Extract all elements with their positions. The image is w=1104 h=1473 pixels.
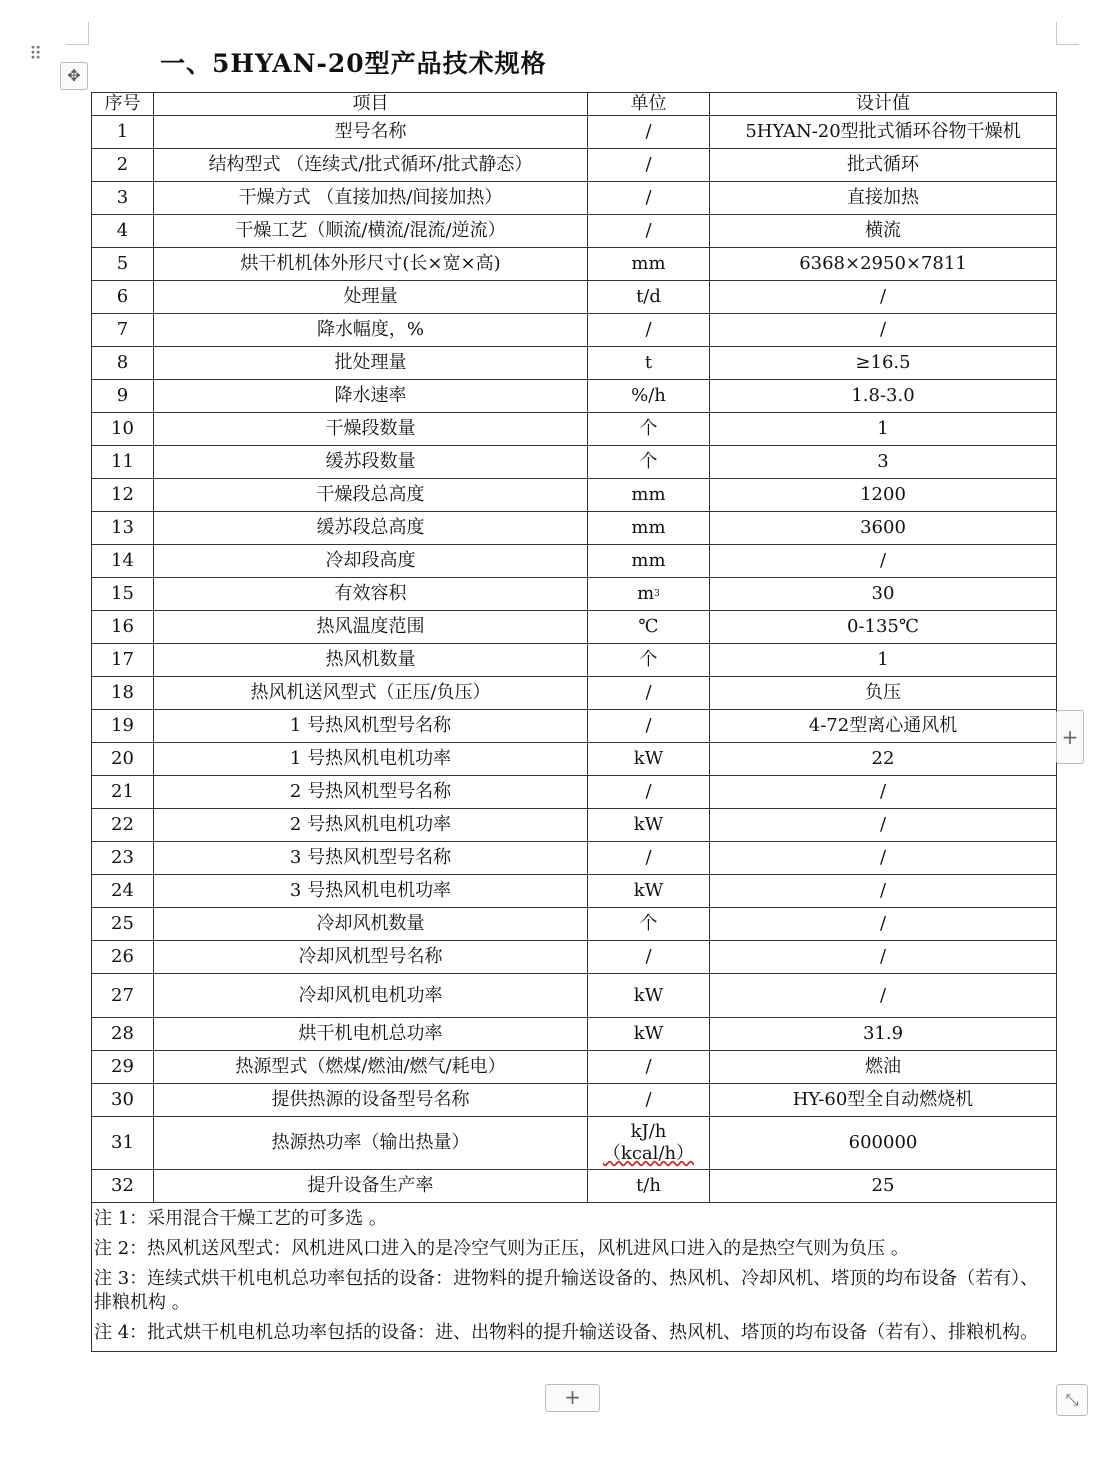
table-row — [92, 743, 1057, 776]
cell-no: 15 — [92, 578, 154, 611]
cell-no: 2 — [92, 149, 154, 182]
cell-unit: t — [588, 347, 710, 380]
unit-line-2: （kcal/h） — [602, 1143, 695, 1164]
cell-no: 3 — [92, 182, 154, 215]
cell-value: 横流 — [710, 215, 1057, 248]
add-row-icon[interactable]: + — [545, 1384, 600, 1412]
cell-item: 处理量 — [154, 281, 588, 314]
unit-text: m — [637, 583, 655, 604]
cell-no: 12 — [92, 479, 154, 512]
cell-unit: / — [588, 149, 710, 182]
cell-unit — [588, 578, 710, 611]
cell-no: 8 — [92, 347, 154, 380]
cell-item: 冷却风机电机功率 — [154, 974, 588, 1018]
table-row — [92, 314, 1057, 347]
table-row — [92, 644, 1057, 677]
cell-no: 17 — [92, 644, 154, 677]
cell-value: 30 — [710, 578, 1057, 611]
cell-value: 直接加热 — [710, 182, 1057, 215]
cell-item: 2 号热风机电机功率 — [154, 809, 588, 842]
cell-item: 降水幅度，% — [154, 314, 588, 347]
table-row — [92, 413, 1057, 446]
cell-item: 有效容积 — [154, 578, 588, 611]
cell-value: 3600 — [710, 512, 1057, 545]
table-row — [92, 776, 1057, 809]
header-value: 设计值 — [710, 93, 1057, 116]
table-move-handle-icon[interactable]: ✥ — [60, 62, 88, 90]
cell-item: 提升设备生产率 — [154, 1170, 588, 1203]
table-row — [92, 611, 1057, 644]
cell-value: 22 — [710, 743, 1057, 776]
page-corner-mark-top-right — [1056, 22, 1079, 45]
cell-unit: / — [588, 941, 710, 974]
cell-no: 26 — [92, 941, 154, 974]
cell-item: 缓苏段总高度 — [154, 512, 588, 545]
cell-unit: kW — [588, 875, 710, 908]
table-row — [92, 545, 1057, 578]
table-row — [92, 248, 1057, 281]
cell-value: / — [710, 974, 1057, 1018]
cell-item: 冷却风机型号名称 — [154, 941, 588, 974]
cell-item: 冷却风机数量 — [154, 908, 588, 941]
table-row — [92, 1117, 1057, 1170]
cell-item: 降水速率 — [154, 380, 588, 413]
cell-item: 热风温度范围 — [154, 611, 588, 644]
cell-unit: / — [588, 215, 710, 248]
spec-table — [91, 92, 1057, 1352]
table-row — [92, 578, 1057, 611]
table-row — [92, 116, 1057, 149]
cell-item: 1 号热风机电机功率 — [154, 743, 588, 776]
cell-value: / — [710, 941, 1057, 974]
note-2: 注 2：热风机送风型式：风机进风口进入的是冷空气则为正压，风机进风口进入的是热空气则为负压 。 — [94, 1238, 909, 1259]
cell-value: 1.8-3.0 — [710, 380, 1057, 413]
cell-no: 30 — [92, 1084, 154, 1117]
cell-unit: mm — [588, 545, 710, 578]
cell-no: 4 — [92, 215, 154, 248]
cell-unit: / — [588, 842, 710, 875]
cell-no: 16 — [92, 611, 154, 644]
cell-value: 1 — [710, 644, 1057, 677]
cell-no: 1 — [92, 116, 154, 149]
cell-value: HY-60型全自动燃烧机 — [710, 1084, 1057, 1117]
table-resize-icon[interactable]: ⤡ — [1056, 1384, 1088, 1416]
cell-item: 提供热源的设备型号名称 — [154, 1084, 588, 1117]
cell-unit: t/h — [588, 1170, 710, 1203]
table-row — [92, 710, 1057, 743]
table-row — [92, 479, 1057, 512]
cell-no: 19 — [92, 710, 154, 743]
cell-value: / — [710, 314, 1057, 347]
table-row — [92, 182, 1057, 215]
cell-item: 热风机数量 — [154, 644, 588, 677]
table-row — [92, 512, 1057, 545]
cell-unit: kW — [588, 809, 710, 842]
cell-value: 5HYAN-20型批式循环谷物干燥机 — [710, 116, 1057, 149]
header-no: 序号 — [92, 93, 154, 116]
table-row — [92, 1170, 1057, 1203]
cell-value: / — [710, 875, 1057, 908]
cell-no: 7 — [92, 314, 154, 347]
table-row — [92, 809, 1057, 842]
cell-value: 25 — [710, 1170, 1057, 1203]
cell-item: 结构型式 （连续式/批式循环/批式静态） — [154, 149, 588, 182]
cell-value: / — [710, 281, 1057, 314]
cell-value: / — [710, 842, 1057, 875]
table-row — [92, 677, 1057, 710]
cell-unit — [588, 1117, 710, 1170]
cell-unit: %/h — [588, 380, 710, 413]
table-row — [92, 215, 1057, 248]
cell-value: 负压 — [710, 677, 1057, 710]
cell-item: 干燥方式 （直接加热/间接加热） — [154, 182, 588, 215]
cell-no: 25 — [92, 908, 154, 941]
cell-unit: / — [588, 1084, 710, 1117]
cell-item: 烘干机机体外形尺寸(长×宽×高) — [154, 248, 588, 281]
cell-unit: / — [588, 710, 710, 743]
cell-no: 23 — [92, 842, 154, 875]
header-item: 项目 — [154, 93, 588, 116]
cell-value: / — [710, 908, 1057, 941]
note-4: 注 4：批式烘干机电机总功率包括的设备：进、出物料的提升输送设备、热风机、塔顶的均布设备（若有）、排粮机构。 — [94, 1322, 1039, 1343]
cell-no: 21 — [92, 776, 154, 809]
cell-item: 3 号热风机型号名称 — [154, 842, 588, 875]
cell-no: 9 — [92, 380, 154, 413]
cell-no: 29 — [92, 1051, 154, 1084]
header-unit: 单位 — [588, 93, 710, 116]
table-row — [92, 875, 1057, 908]
cell-no: 20 — [92, 743, 154, 776]
cell-value: 1200 — [710, 479, 1057, 512]
add-column-icon[interactable]: + — [1056, 710, 1084, 764]
note-3: 注 3：连续式烘干机电机总功率包括的设备：进物料的提升输送设备的、热风机、冷却风机、塔顶的均布设备（若有）、排粮机构 。 — [94, 1268, 1039, 1313]
cell-value: 1 — [710, 413, 1057, 446]
cell-value: 31.9 — [710, 1018, 1057, 1051]
cell-item: 烘干机电机总功率 — [154, 1018, 588, 1051]
cell-item: 干燥工艺（顺流/横流/混流/逆流） — [154, 215, 588, 248]
cell-item: 冷却段高度 — [154, 545, 588, 578]
cell-unit: / — [588, 776, 710, 809]
cell-no: 10 — [92, 413, 154, 446]
cell-unit: 个 — [588, 908, 710, 941]
cell-unit: / — [588, 182, 710, 215]
cell-item: 热源热功率（输出热量） — [154, 1117, 588, 1170]
cell-no: 5 — [92, 248, 154, 281]
cell-unit: / — [588, 677, 710, 710]
table-row — [92, 1084, 1057, 1117]
cell-no: 11 — [92, 446, 154, 479]
cell-no: 28 — [92, 1018, 154, 1051]
table-row — [92, 281, 1057, 314]
cell-unit: kW — [588, 743, 710, 776]
table-header-row — [92, 93, 1057, 116]
cell-unit: 个 — [588, 413, 710, 446]
table-row — [92, 941, 1057, 974]
cell-no: 14 — [92, 545, 154, 578]
cell-no: 32 — [92, 1170, 154, 1203]
cell-no: 18 — [92, 677, 154, 710]
page-corner-mark-top-left — [66, 22, 89, 45]
table-row — [92, 908, 1057, 941]
cell-unit: mm — [588, 248, 710, 281]
cell-unit: 个 — [588, 644, 710, 677]
cell-item: 2 号热风机型号名称 — [154, 776, 588, 809]
cell-unit: 个 — [588, 446, 710, 479]
cell-unit: kW — [588, 1018, 710, 1051]
cell-value: 600000 — [710, 1117, 1057, 1170]
cell-no: 27 — [92, 974, 154, 1018]
cell-value: 6368×2950×7811 — [710, 248, 1057, 281]
cell-value: ≥16.5 — [710, 347, 1057, 380]
table-row — [92, 347, 1057, 380]
drag-handle-icon[interactable]: ⠿ — [29, 44, 44, 65]
unit-superscript: 3 — [654, 589, 660, 599]
cell-value: / — [710, 776, 1057, 809]
cell-item: 1 号热风机型号名称 — [154, 710, 588, 743]
cell-item: 热风机送风型式（正压/负压） — [154, 677, 588, 710]
cell-value: 批式循环 — [710, 149, 1057, 182]
table-row — [92, 974, 1057, 1018]
notes-row — [92, 1203, 1057, 1352]
cell-item: 缓苏段数量 — [154, 446, 588, 479]
table-row — [92, 149, 1057, 182]
unit-line-1: kJ/h — [630, 1121, 667, 1142]
cell-no: 24 — [92, 875, 154, 908]
cell-unit: kW — [588, 974, 710, 1018]
table-row — [92, 446, 1057, 479]
note-1: 注 1：采用混合干燥工艺的可多选 。 — [94, 1208, 387, 1229]
cell-value: / — [710, 809, 1057, 842]
cell-item: 干燥段数量 — [154, 413, 588, 446]
page-title: 一、5HYAN-20型产品技术规格 — [160, 49, 547, 78]
cell-item: 3 号热风机电机功率 — [154, 875, 588, 908]
cell-value: / — [710, 545, 1057, 578]
cell-unit: ℃ — [588, 611, 710, 644]
table-row — [92, 380, 1057, 413]
cell-no: 13 — [92, 512, 154, 545]
cell-unit: / — [588, 314, 710, 347]
cell-unit: / — [588, 116, 710, 149]
cell-value: 3 — [710, 446, 1057, 479]
table-row — [92, 842, 1057, 875]
cell-item: 热源型式（燃煤/燃油/燃气/耗电） — [154, 1051, 588, 1084]
cell-item: 型号名称 — [154, 116, 588, 149]
cell-value: 0-135℃ — [710, 611, 1057, 644]
notes-cell — [92, 1203, 1057, 1352]
cell-unit: t/d — [588, 281, 710, 314]
table-row — [92, 1051, 1057, 1084]
table-row — [92, 1018, 1057, 1051]
cell-item: 批处理量 — [154, 347, 588, 380]
cell-item: 干燥段总高度 — [154, 479, 588, 512]
cell-no: 31 — [92, 1117, 154, 1170]
cell-unit: mm — [588, 479, 710, 512]
cell-value: 4-72型离心通风机 — [710, 710, 1057, 743]
cell-value: 燃油 — [710, 1051, 1057, 1084]
cell-no: 6 — [92, 281, 154, 314]
cell-unit: mm — [588, 512, 710, 545]
cell-unit: / — [588, 1051, 710, 1084]
cell-no: 22 — [92, 809, 154, 842]
